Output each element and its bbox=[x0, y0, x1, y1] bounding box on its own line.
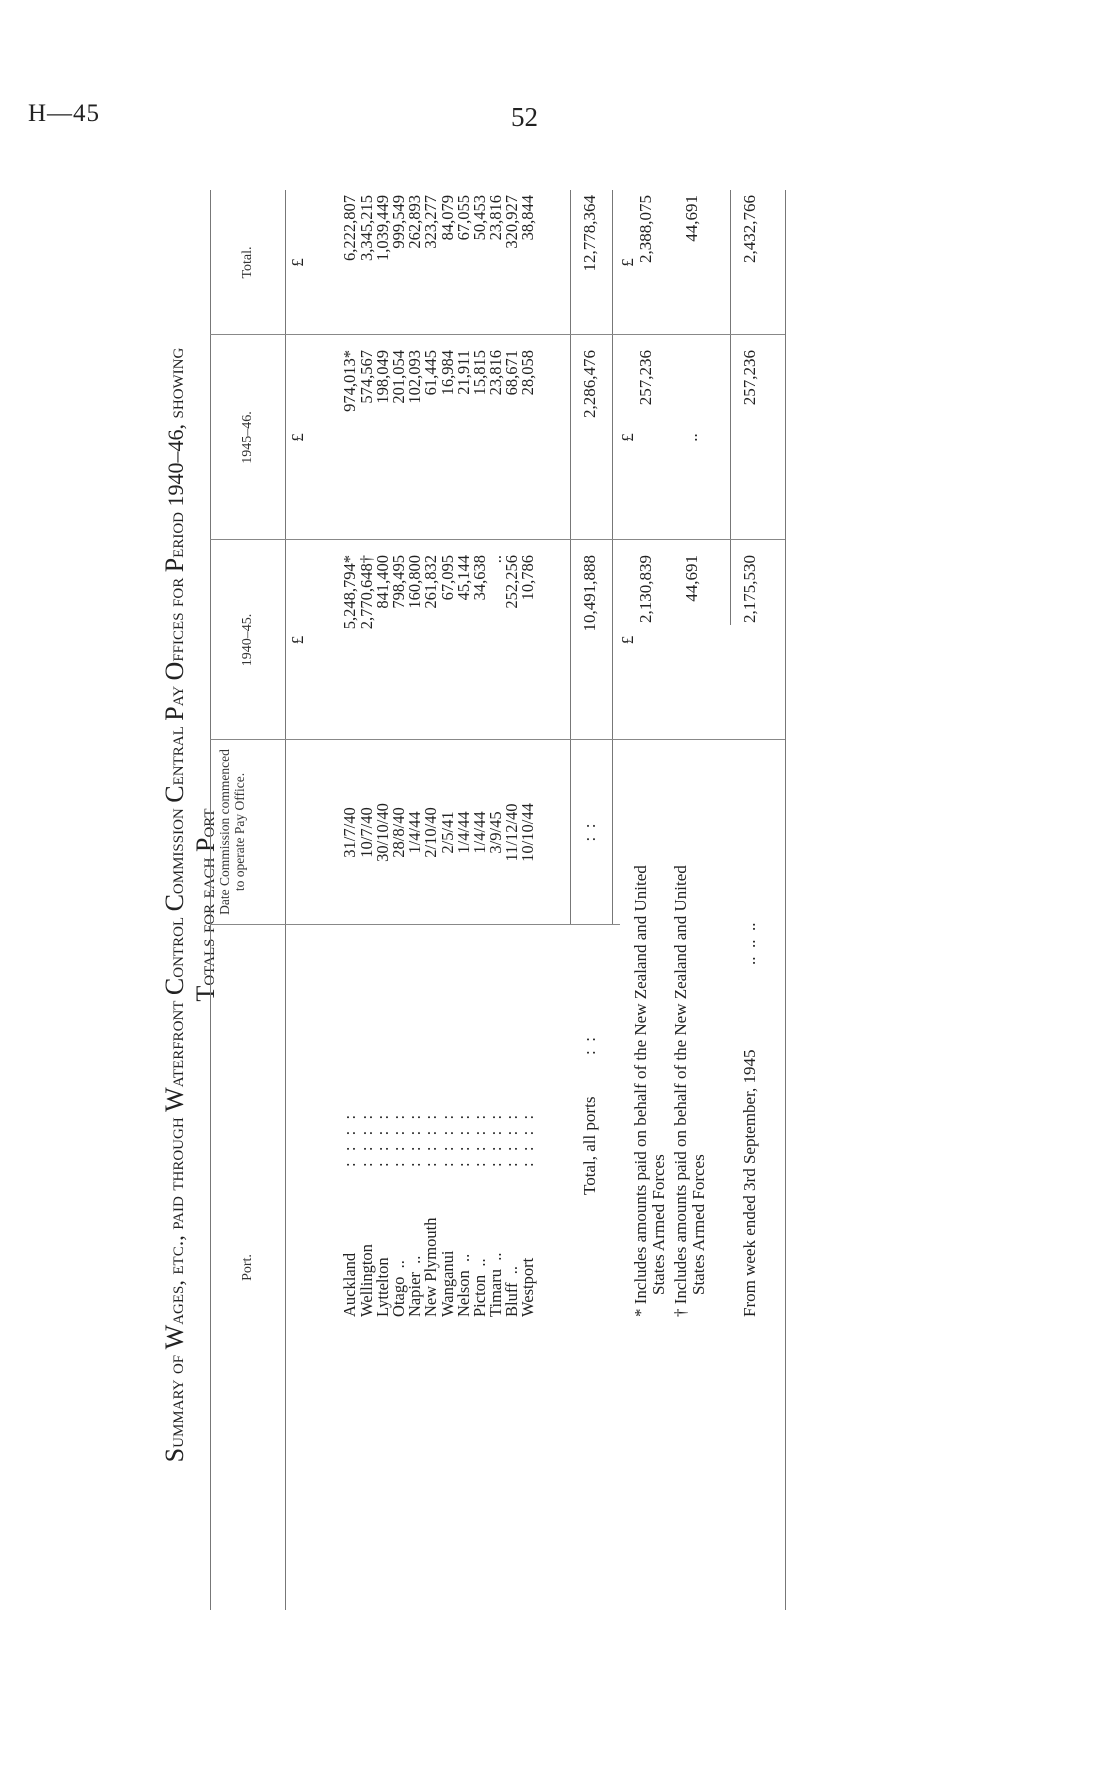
commence-date: 3/9/45 bbox=[486, 811, 506, 854]
leader-dots: : : : : bbox=[388, 1113, 408, 1167]
note-dagger-1945-46: .. bbox=[682, 433, 701, 442]
port-name: Nelson .. bbox=[453, 1253, 473, 1317]
commence-date: 11/12/40 bbox=[502, 803, 522, 862]
amount-1940-45: 67,095 bbox=[437, 555, 457, 601]
leader-dots: : : : : bbox=[372, 1113, 392, 1167]
total-row-top-rule bbox=[570, 190, 571, 925]
amount-1945-46: 974,013* bbox=[340, 350, 360, 412]
port-name: Bluff .. bbox=[502, 1265, 522, 1317]
date-column bbox=[310, 740, 569, 925]
port-name: Picton .. bbox=[469, 1258, 489, 1317]
footnote-dagger: † Includes amounts paid on behalf of the New Zealand and United States Armed Forces bbox=[671, 865, 708, 1317]
port-name: Timaru .. bbox=[486, 1252, 506, 1317]
leader-dots: : : : : bbox=[486, 1113, 506, 1167]
amount-1940-45: 261,832 bbox=[421, 555, 441, 609]
commence-date: 10/7/40 bbox=[356, 807, 376, 858]
total-row-date: : : bbox=[580, 823, 599, 842]
currency-note-total: £ bbox=[618, 258, 637, 267]
amount-total: 67,055 bbox=[453, 195, 473, 241]
amount-1945-46: 28,058 bbox=[518, 350, 538, 396]
port-name: Lyttelton bbox=[372, 1257, 392, 1317]
from-total: 2,432,766 bbox=[740, 195, 759, 263]
commence-date: 1/4/44 bbox=[405, 811, 425, 854]
from-row-label: From week ended 3rd September, 1945 bbox=[740, 1049, 759, 1317]
amount-total: 84,079 bbox=[437, 195, 457, 241]
currency-1945-46: £ bbox=[288, 433, 307, 442]
amount-total: 50,453 bbox=[469, 195, 489, 241]
amount-1940-45: 841,400 bbox=[372, 555, 392, 609]
commence-date: 28/8/40 bbox=[388, 807, 408, 858]
amount-1945-46: 15,815 bbox=[469, 350, 489, 396]
header-total: Total. bbox=[240, 246, 255, 279]
total-1945-46: 2,286,476 bbox=[580, 350, 599, 418]
leader-dots: : : : : bbox=[356, 1113, 376, 1167]
leader-dots: : : : : bbox=[518, 1113, 538, 1167]
amount-total: 6,222,807 bbox=[340, 195, 360, 261]
amount-1945-46: 21,911 bbox=[453, 350, 473, 395]
note-star-1940-45: 2,130,839 bbox=[636, 555, 655, 623]
currency-total: £ bbox=[288, 258, 307, 267]
port-name: New Plymouth bbox=[421, 1217, 441, 1317]
commence-date: 30/10/40 bbox=[372, 803, 392, 862]
amount-1945-46: 23,816 bbox=[486, 350, 506, 396]
total-row-dots: : : bbox=[580, 1037, 599, 1055]
amount-1940-45: 45,144 bbox=[453, 555, 473, 601]
leader-dots: : : : : bbox=[453, 1113, 473, 1167]
amount-total-column bbox=[310, 195, 569, 335]
currency-1940-45: £ bbox=[288, 635, 307, 645]
commence-date: 31/7/40 bbox=[340, 807, 360, 858]
footnote-star: * Includes amounts paid on behalf of the New Zealand and United States Armed Forces bbox=[631, 865, 668, 1317]
table-bottom-rule bbox=[785, 190, 786, 1610]
note-dagger-1940-45: 44,691 bbox=[682, 555, 701, 602]
from-1945-46: 257,236 bbox=[740, 350, 759, 406]
amount-1945-46: 201,054 bbox=[388, 350, 408, 404]
header-date: Date Commission commenced to operate Pay Office. bbox=[217, 749, 247, 915]
port-name: Auckland bbox=[340, 1252, 360, 1317]
amount-total: 1,039,449 bbox=[372, 195, 392, 261]
leader-dots: : : : : bbox=[502, 1113, 522, 1167]
amount-total: 23,816 bbox=[486, 195, 506, 241]
amount-total: 38,844 bbox=[518, 195, 538, 241]
leader-dots: : : : : bbox=[469, 1113, 489, 1167]
leader-dots-column bbox=[310, 937, 569, 1167]
from-row-rule bbox=[730, 190, 731, 625]
header-1940-45: 1940–45. bbox=[240, 613, 255, 667]
amount-1945-46: 61,445 bbox=[421, 350, 441, 396]
commence-date: 1/4/44 bbox=[469, 811, 489, 854]
amount-1945-46: 102,093 bbox=[405, 350, 425, 404]
total-grand: 12,778,364 bbox=[580, 195, 599, 272]
amount-total: 262,893 bbox=[405, 195, 425, 249]
amount-total: 3,345,215 bbox=[356, 195, 376, 261]
amount-1940-45: 10,786 bbox=[518, 555, 538, 601]
from-row-dots: .. .. .. bbox=[740, 922, 759, 965]
from-1940-45: 2,175,530 bbox=[740, 555, 759, 623]
amount-1940-45-column bbox=[310, 555, 569, 740]
commence-date: 10/10/44 bbox=[518, 803, 538, 862]
table-title bbox=[160, 175, 222, 1635]
amount-1945-46: 574,567 bbox=[356, 350, 376, 404]
amount-1945-46-column bbox=[310, 350, 569, 540]
port-name: Wanganui bbox=[437, 1250, 457, 1317]
port-name: Napier .. bbox=[405, 1255, 425, 1317]
page-number: 52 bbox=[511, 102, 538, 132]
amount-total: 323,277 bbox=[421, 195, 441, 249]
title-line-2: Totals for each Port bbox=[191, 808, 220, 1002]
total-row-bottom-rule bbox=[612, 190, 613, 925]
currency-note-1945-46: £ bbox=[618, 433, 637, 442]
table-top-rule bbox=[210, 190, 211, 1610]
port-name: Otago .. bbox=[388, 1260, 408, 1317]
commence-date: 1/4/44 bbox=[453, 811, 473, 854]
amount-1940-45: 798,495 bbox=[388, 555, 408, 609]
title-line-1: Summary of Wages, etc., paid through Waterfront Control Commission Central Pay Offices for Period 1940–46, showing bbox=[160, 347, 189, 1463]
note-star-total: 2,388,075 bbox=[636, 195, 655, 263]
amount-total: 999,549 bbox=[388, 195, 408, 249]
amount-1940-45: 5,248,794* bbox=[340, 555, 360, 630]
amount-total: 320,927 bbox=[502, 195, 522, 249]
amount-1945-46: 198,049 bbox=[372, 350, 392, 404]
commence-date: 2/10/40 bbox=[421, 807, 441, 858]
leader-dots: : : : : bbox=[437, 1113, 457, 1167]
currency-note-1940-45: £ bbox=[618, 635, 637, 645]
amount-1945-46: 68,671 bbox=[502, 350, 522, 396]
leader-dots: : : : : bbox=[340, 1113, 360, 1167]
header-bottom-rule bbox=[285, 190, 286, 1610]
total-1940-45: 10,491,888 bbox=[580, 555, 599, 632]
note-dagger-total: 44,691 bbox=[682, 195, 701, 242]
commence-date: 2/5/41 bbox=[437, 811, 457, 854]
amount-1940-45: 252,256 bbox=[502, 555, 522, 609]
amount-1940-45: .. bbox=[486, 555, 506, 564]
port-name: Westport bbox=[518, 1257, 538, 1317]
total-row-label: Total, all ports bbox=[580, 1096, 599, 1195]
header-port: Port. bbox=[240, 1254, 255, 1281]
port-name: Wellington bbox=[356, 1244, 376, 1317]
note-star-1945-46: 257,236 bbox=[636, 350, 655, 406]
amount-1940-45: 2,770,648† bbox=[356, 555, 376, 630]
amount-1945-46: 16,984 bbox=[437, 350, 457, 396]
amount-1940-45: 160,800 bbox=[405, 555, 425, 609]
document-reference: H—45 bbox=[28, 100, 101, 127]
leader-dots: : : : : bbox=[421, 1113, 441, 1167]
rotated-table-sheet bbox=[160, 175, 920, 1635]
amount-1940-45: 34,638 bbox=[469, 555, 489, 601]
leader-dots: : : : : bbox=[405, 1113, 425, 1167]
header-1945-46: 1945–46. bbox=[240, 411, 255, 464]
